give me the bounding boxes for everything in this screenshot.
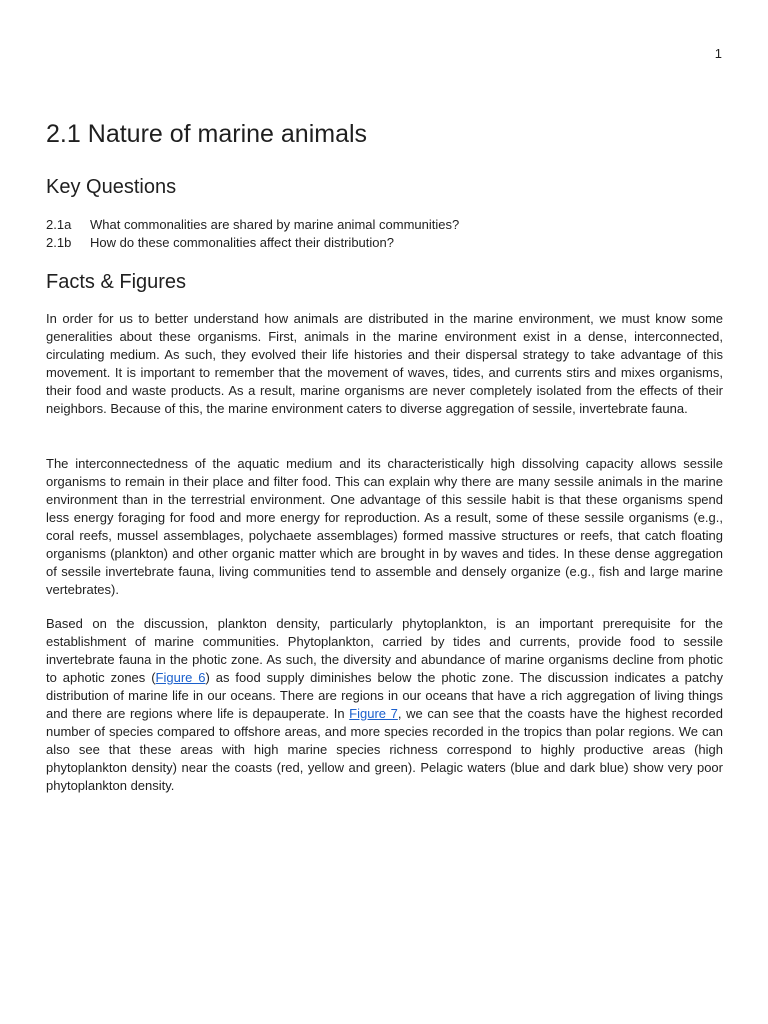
question-item <box>46 216 726 234</box>
paragraph-text: In order for us to better understand how animals are distributed in the marine environment, we must know some generalities about these organisms. First, animals in the marine environment exist in a dense, interconnected, circulating medium. As such, they evolved their life histories and their dispersal strategy to take advantage of this movement. It is important to remember that the movement of waves, tides, and currents stirs and mixes organisms, their food and waste products. As a result, marine organisms are never completely isolated from the effects of their neighbors. Because of this, the marine environment caters to diverse aggregation of sessile, invertebrate fauna. <box>46 311 723 416</box>
paragraph-part: ) as food supply diminishes below the photic zone. The discussion indicates a patchy distribution of marine life in our oceans. There are regions in our oceans that have a rich aggregation of living things and there are regions where life is depauperate. In <box>46 670 723 721</box>
key-questions-list <box>46 216 726 252</box>
question-number: 2.1b <box>46 235 72 250</box>
body-paragraph-3 <box>46 615 723 795</box>
facts-figures-heading: Facts & Figures <box>46 271 187 293</box>
question-text: What commonalities are shared by marine animal communities? <box>90 217 460 232</box>
section-number: 2.1 <box>46 120 81 148</box>
page-title <box>46 118 367 150</box>
paragraph-part: Based on the discussion, plankton density, particularly phytoplankton, is an important prerequisite for the establishment of marine communities. Phytoplankton, carried by tides and currents, provide food to sessile invertebrate fauna in the photic zone. As such, the diversity and abundance of marine organisms decline from photic to aphotic zones ( <box>46 616 723 685</box>
figure-6-link[interactable]: Figure 6 <box>155 670 206 685</box>
question-item <box>46 234 726 252</box>
question-text: How do these commonalities affect their distribution? <box>90 235 394 250</box>
body-paragraph-1 <box>46 310 723 418</box>
paragraph-text: The interconnectedness of the aquatic medium and its characteristically high dissolving capacity allows sessile organisms to remain in their place and filter food. This can explain why there are many sessile animals in the marine environment than in the terrestrial environment. One advantage of this sessile habit is that these organisms spend less energy foraging for food and more energy for reproduction. As a result, some of these sessile organisms (e.g., coral reefs, mussel assemblages, polychaete assemblages) formed massive structures or reefs, that catch floating organisms (plankton) and other organic matter which are brought in by waves and tides. In these dense aggregation of sessile invertebrate fauna, living communities tend to assemble and densely organize (e.g., fish and large marine vertebrates). <box>46 456 723 597</box>
body-paragraph-2 <box>46 455 723 599</box>
key-questions-heading: Key Questions <box>46 176 177 198</box>
paragraph-part: , we can see that the coasts have the highest recorded number of species compared to offshore areas, and more species recorded in the tropics than polar regions. We can also see that these areas with high marine species richness correspond to highly productive areas (high phytoplankton density) near the coasts (red, yellow and green). Pelagic waters (blue and dark blue) show very poor phytoplankton density. <box>46 706 723 793</box>
question-number: 2.1a <box>46 217 72 232</box>
section-title: Nature of marine animals <box>87 120 368 148</box>
page-number: 1 <box>714 46 722 61</box>
paragraph-text <box>46 615 723 795</box>
figure-7-link[interactable]: Figure 7 <box>349 706 398 721</box>
